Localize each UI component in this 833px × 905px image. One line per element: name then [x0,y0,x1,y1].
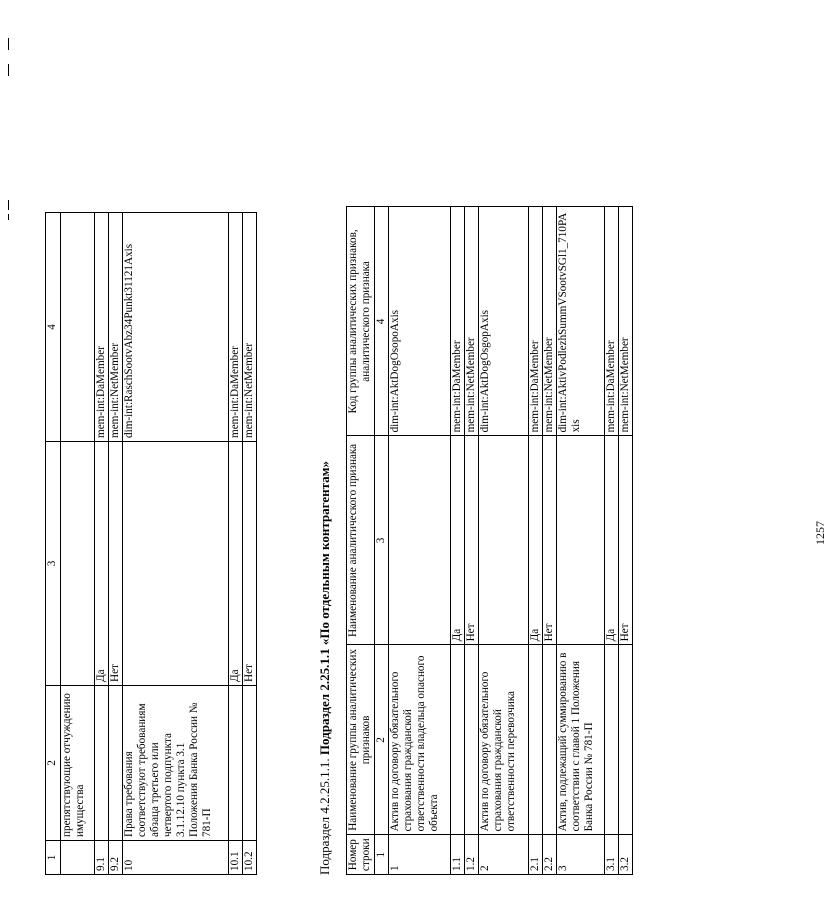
table-row [619,207,633,875]
feature-code: dim-int:AktivPodlezhSummVSootvSGl1_710PAxis [557,207,605,436]
subsection-title: Подраздел 2.25.1.1 «По отдельным контрагентам» [317,461,332,756]
rotated-page-content [45,62,631,875]
feature-name: Нет [109,442,123,686]
header-feature-code: Код группы аналитических признаков, аналитического признака [347,207,375,436]
group-name: Права требования соответствуют требованиям абзаца третьего или четвертого подпункта 3.1.12.10 пункта 3.1 Положения Банка России № 781-П [123,686,229,841]
row-number: 3.1 [605,835,619,875]
table-row [465,207,479,875]
table-row [229,213,243,875]
group-name [95,686,109,841]
row-number: 2.1 [529,835,543,875]
col-number: 2 [375,645,389,835]
group-name [465,645,479,835]
row-number: 10.2 [243,841,257,875]
group-name [529,645,543,835]
table-row [479,207,529,875]
feature-name: Нет [465,436,479,645]
subsection-prefix: Подраздел 4.2.25.1.1. [317,758,332,875]
group-name [605,645,619,835]
col-number: 3 [375,436,389,645]
feature-name [61,442,95,686]
feature-code: mem-int:NetMember [543,207,557,436]
feature-name [557,436,605,645]
feature-name: Нет [619,436,633,645]
feature-name: Да [605,436,619,645]
feature-code: mem-int:NetMember [619,207,633,436]
group-name: Актив по договору обязательного страхования гражданской ответственности перевозчика [479,645,529,835]
group-name [543,645,557,835]
group-name [451,645,465,835]
group-name: Актив по договору обязательного страхования гражданской ответственности владельца опасного объекта [389,645,451,835]
row-number: 10 [123,841,229,875]
feature-code: mem-int:DaMember [229,213,243,442]
scan-edge-mark [8,64,9,76]
feature-code: mem-int:NetMember [465,207,479,436]
page-number: 1257 [813,521,827,545]
table-row [109,213,123,875]
row-number [61,841,95,875]
table-row [451,207,465,875]
feature-code: dim-int:AktDogOsgopAxis [479,207,529,436]
feature-code: dim-int:RaschSootvAbz34Punkt31121Axis [123,213,229,442]
scan-edge-mark [8,200,9,210]
col-number: 4 [375,207,389,436]
feature-name: Да [95,442,109,686]
table-row [557,207,605,875]
row-number: 1.1 [451,835,465,875]
feature-name [123,442,229,686]
group-name [619,645,633,835]
table-row [529,207,543,875]
feature-code: mem-int:DaMember [529,207,543,436]
table-row [61,213,95,875]
col-number: 1 [375,835,389,875]
table-row [123,213,229,875]
row-number: 2 [479,835,529,875]
feature-code: dim-int:AktDogOsopoAxis [389,207,451,436]
feature-name: Да [529,436,543,645]
analytics-table [346,206,633,875]
table-row [543,207,557,875]
feature-code: mem-int:DaMember [451,207,465,436]
group-name: препятствующие отчуждению имущества [61,686,95,841]
row-number: 1 [389,835,451,875]
header-feature-name: Наименование аналитического признака [347,436,375,645]
scan-edge-mark [8,38,9,50]
col-number: 4 [46,213,61,442]
group-name [229,686,243,841]
table-row [243,213,257,875]
feature-code: mem-int:NetMember [243,213,257,442]
header-row-number: Номер строки [347,835,375,875]
group-name: Актив, подлежащий суммированию в соответствии с главой 1 Положения Банка России № 781-П [557,645,605,835]
col-number: 2 [46,686,61,841]
feature-code: mem-int:DaMember [605,207,619,436]
row-number: 3 [557,835,605,875]
group-name [243,686,257,841]
feature-code: mem-int:DaMember [95,213,109,442]
row-number: 3.2 [619,835,633,875]
row-number: 2.2 [543,835,557,875]
feature-code: mem-int:NetMember [109,213,123,442]
table-row [389,207,451,875]
table-row [95,213,109,875]
feature-name: Да [229,442,243,686]
header-group-name: Наименование группы аналитических признаков [347,645,375,835]
feature-name: Нет [243,442,257,686]
group-name [109,686,123,841]
row-number: 9.1 [95,841,109,875]
col-number: 3 [46,442,61,686]
subsection-heading [317,461,333,875]
table-row [605,207,619,875]
row-number: 1.2 [465,835,479,875]
feature-name: Нет [543,436,557,645]
feature-name [479,436,529,645]
feature-name [389,436,451,645]
col-number: 1 [46,841,61,875]
row-number: 10.1 [229,841,243,875]
feature-code [61,213,95,442]
scan-edge-mark [8,214,9,220]
row-number: 9.2 [109,841,123,875]
feature-name: Да [451,436,465,645]
continuation-table [45,212,257,875]
